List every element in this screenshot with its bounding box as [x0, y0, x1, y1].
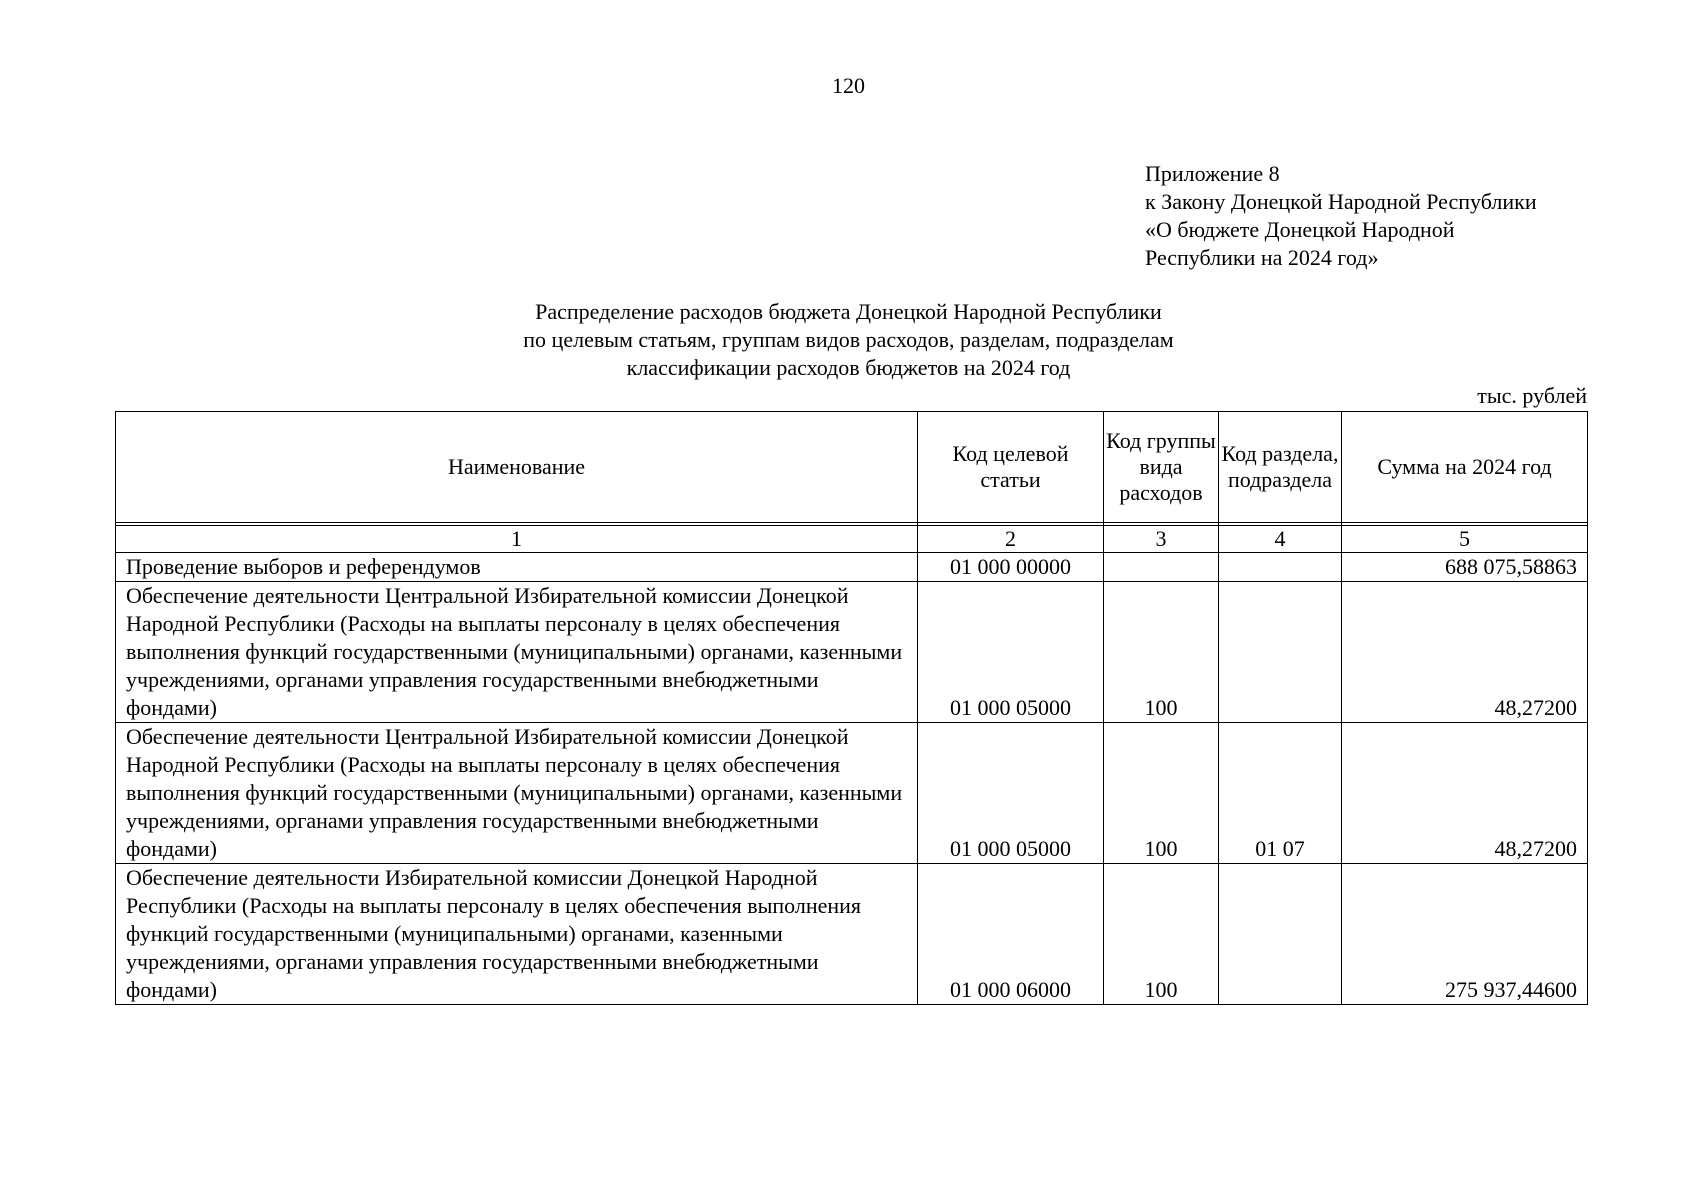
row-amount: 688 075,58863 — [1342, 553, 1588, 582]
appendix-line: к Закону Донецкой Народной Республики — [1145, 189, 1537, 214]
table-row — [116, 864, 1588, 1005]
row-amount: 275 937,44600 — [1342, 864, 1588, 1005]
row-name: Обеспечение деятельности Центральной Избирательной комиссии Донецкой Народной Республики (Расходы на выплаты персоналу в целях обеспечения выполнения функций государственными (муниципальными) органами, казенными учреждениями, органами управления государственными внебюджетными фондами) — [116, 582, 918, 723]
row-amount: 48,27200 — [1342, 582, 1588, 723]
row-target-code: 01 000 05000 — [918, 582, 1104, 723]
column-number: 3 — [1104, 526, 1219, 553]
row-amount: 48,27200 — [1342, 723, 1588, 864]
appendix-line: Республики на 2024 год» — [1145, 245, 1379, 270]
table-row — [116, 553, 1588, 582]
row-expense-group: 100 — [1104, 864, 1219, 1005]
document-title — [0, 298, 1697, 382]
column-number: 4 — [1219, 526, 1342, 553]
header-section: Код раздела, подраздела — [1219, 412, 1342, 523]
row-expense-group: 100 — [1104, 582, 1219, 723]
row-expense-group — [1104, 553, 1219, 582]
title-line: по целевым статьям, группам видов расходов, разделам, подразделам — [523, 327, 1174, 352]
header-target-code: Код целевой статьи — [918, 412, 1104, 523]
row-name: Обеспечение деятельности Центральной Избирательной комиссии Донецкой Народной Республики (Расходы на выплаты персоналу в целях обеспечения выполнения функций государственными (муниципальными) органами, казенными учреждениями, органами управления государственными внебюджетными фондами) — [116, 723, 918, 864]
appendix-line: Приложение 8 — [1145, 161, 1280, 186]
row-section — [1219, 553, 1342, 582]
table-header-row — [116, 412, 1588, 523]
row-section — [1219, 864, 1342, 1005]
column-number: 1 — [116, 526, 918, 553]
row-section: 01 07 — [1219, 723, 1342, 864]
appendix-block — [1145, 160, 1537, 272]
header-name: Наименование — [116, 412, 918, 523]
title-line: Распределение расходов бюджета Донецкой Народной Республики — [535, 299, 1162, 324]
column-number: 5 — [1342, 526, 1588, 553]
row-target-code: 01 000 05000 — [918, 723, 1104, 864]
table-row — [116, 723, 1588, 864]
header-amount: Сумма на 2024 год — [1342, 412, 1588, 523]
appendix-line: «О бюджете Донецкой Народной — [1145, 217, 1455, 242]
column-number-row — [116, 526, 1588, 553]
row-expense-group: 100 — [1104, 723, 1219, 864]
unit-label: тыс. рублей — [1477, 383, 1587, 408]
page-number: 120 — [832, 73, 865, 98]
row-target-code: 01 000 06000 — [918, 864, 1104, 1005]
row-target-code: 01 000 00000 — [918, 553, 1104, 582]
table-row — [116, 582, 1588, 723]
row-name: Проведение выборов и референдумов — [116, 553, 918, 582]
column-number: 2 — [918, 526, 1104, 553]
header-expense-group: Код группы вида расходов — [1104, 412, 1219, 523]
row-section — [1219, 582, 1342, 723]
row-name: Обеспечение деятельности Избирательной комиссии Донецкой Народной Республики (Расходы на выплаты персоналу в целях обеспечения выполнения функций государственными (муниципальными) органами, казенными учреждениями, органами управления государственными внебюджетными фондами) — [116, 864, 918, 1005]
expenses-table — [115, 411, 1588, 1005]
title-line: классификации расходов бюджетов на 2024 год — [626, 355, 1071, 380]
